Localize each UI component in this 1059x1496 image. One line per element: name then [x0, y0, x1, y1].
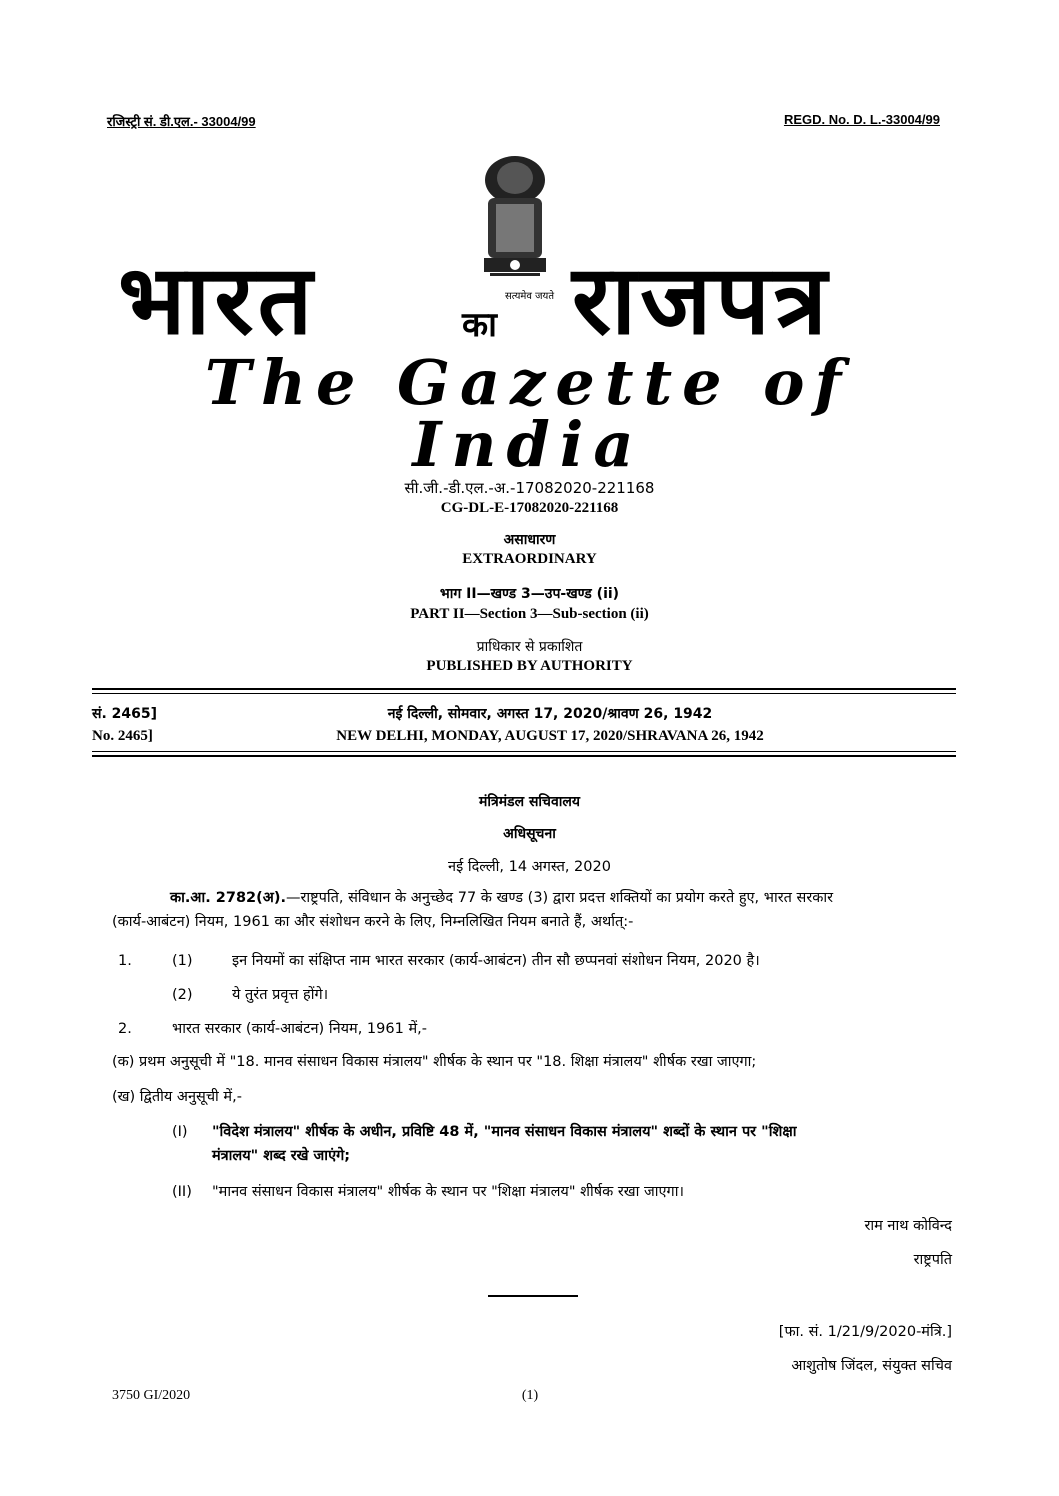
issue-date-hindi: नई दिल्ली, सोमवार, अगस्त 17, 2020/श्रावण 26, 1942	[387, 706, 713, 722]
preamble-line-2: (कार्य-आबंटन) नियम, 1961 का और संशोधन करने के लिए, निम्नलिखित नियम बनाते हैं, अर्थात्:-	[112, 914, 634, 930]
item-ii-label: (II)	[172, 1184, 192, 1200]
part-english: PART II—Section 3—Sub-section (ii)	[410, 606, 649, 622]
signatory-designation: राष्ट्रपति	[913, 1252, 952, 1268]
item-i-line-1: "विदेश मंत्रालय" शीर्षक के अधीन, प्रविष्टि 48 में, "मानव संसाधन विकास मंत्रालय" शब्दों के स्थान पर "शिक्षा	[212, 1124, 797, 1140]
divider-bottom-thick	[92, 755, 956, 757]
file-number: [फा. सं. 1/21/9/2020-मंत्रि.]	[778, 1324, 952, 1340]
item-ii-text: "मानव संसाधन विकास मंत्रालय" शीर्षक के स्थान पर "शिक्षा मंत्रालय" शीर्षक रखा जाएगा।	[212, 1184, 684, 1200]
authority-english: PUBLISHED BY AUTHORITY	[426, 658, 633, 674]
registration-hindi: रजिस्ट्री सं. डी.एल.- 33004/99	[107, 114, 256, 129]
rule-2-text: भारत सरकार (कार्य-आबंटन) नियम, 1961 में,-	[172, 1021, 427, 1037]
signatory-name: राम नाथ कोविन्द	[864, 1218, 952, 1234]
preamble-line-1: का.आ. 2782(अ).—राष्ट्रपति, संविधान के अनुच्छेद 77 के खण्ड (3) द्वारा प्रदत्त शक्तियों का प्रयोग करते हुए, भारत सरकार	[170, 890, 834, 906]
rule-1-sub-2-label: (2)	[172, 987, 193, 1003]
extraordinary-english: EXTRAORDINARY	[462, 551, 597, 567]
rule-1-sub-2-text: ये तुरंत प्रवृत्त होंगे।	[232, 987, 329, 1003]
issue-number-hindi: सं. 2465]	[92, 706, 158, 722]
divider-top-thin	[92, 693, 956, 694]
rule-1-number: 1.	[118, 953, 132, 969]
ministry-name: मंत्रिमंडल सचिवालय	[479, 794, 580, 810]
title-english: The Gazette of India	[204, 346, 852, 481]
rule-2-number: 2.	[118, 1021, 132, 1037]
footer-code: 3750 GI/2020	[112, 1388, 191, 1403]
page-number: (1)	[521, 1388, 539, 1403]
divider-bottom-thin	[92, 751, 956, 752]
clause-kha: (ख) द्वितीय अनुसूची में,-	[112, 1089, 242, 1105]
rule-1-sub-1-text: इन नियमों का संक्षिप्त नाम भारत सरकार (कार्य-आबंटन) तीन सौ छप्पनवां संशोधन नियम, 2020 है।	[232, 953, 760, 969]
extraordinary-hindi: असाधारण	[503, 532, 556, 548]
issue-date-english: NEW DELHI, MONDAY, AUGUST 17, 2020/SHRAVANA 26, 1942	[336, 728, 764, 744]
emblem-motto: सत्यमेव जयते	[504, 291, 555, 302]
authority-hindi: प्राधिकार से प्रकाशित	[476, 639, 583, 655]
gazette-code-hindi: सी.जी.-डी.एल.-अ.-17082020-221168	[404, 479, 655, 497]
order-number: का.आ. 2782(अ).	[170, 890, 286, 906]
gazette-code-english: CG-DL-E-17082020-221168	[440, 500, 619, 516]
issue-number-english: No. 2465]	[92, 728, 153, 744]
item-i-label: (I)	[172, 1124, 188, 1140]
notification-place-date: नई दिल्ली, 14 अगस्त, 2020	[448, 859, 611, 875]
officer-name: आशुतोष जिंदल, संयुक्त सचिव	[791, 1358, 952, 1374]
rule-1-sub-1-label: (1)	[172, 953, 193, 969]
title-hindi-ka: का	[462, 305, 497, 345]
part-hindi: भाग II—खण्ड 3—उप-खण्ड (ii)	[439, 586, 620, 602]
title-hindi-bharat: भारत	[118, 244, 317, 356]
title-hindi-rajpatra: राजपत्र	[572, 244, 831, 356]
signature-separator	[488, 1295, 578, 1297]
registration-english: REGD. No. D. L.-33004/99	[783, 112, 940, 127]
divider-top-thick	[92, 688, 956, 690]
notification-heading: अधिसूचना	[503, 826, 556, 842]
national-emblem-icon	[470, 150, 560, 300]
clause-ka: (क) प्रथम अनुसूची में "18. मानव संसाधन विकास मंत्रालय" शीर्षक के स्थान पर "18. शिक्षा मंत्रालय" शीर्षक रखा जाएगा;	[112, 1054, 757, 1070]
item-i-line-2: मंत्रालय" शब्द रखे जाएंगे;	[212, 1148, 351, 1164]
